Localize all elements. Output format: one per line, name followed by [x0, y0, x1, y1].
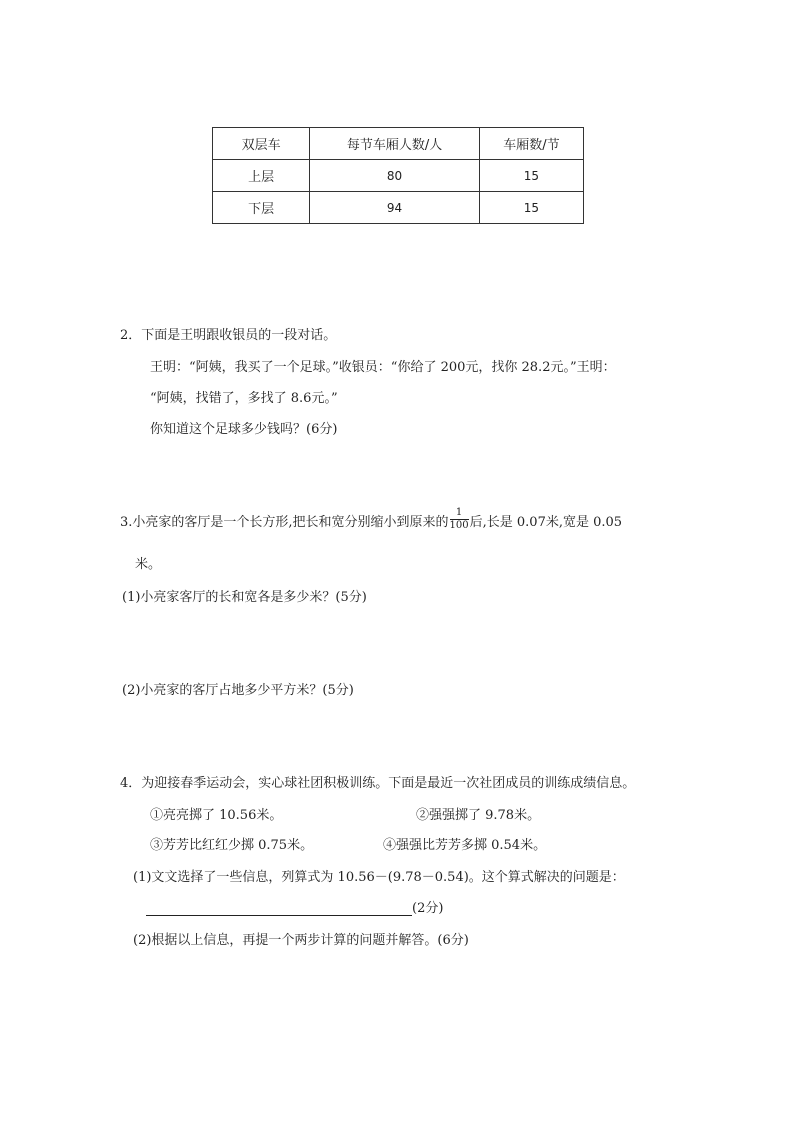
fraction-numerator: 1 — [450, 507, 469, 520]
question-4-title: 4．为迎接春季运动会，实心球社团积极训练。下面是最近一次社团成员的训练成绩信息。 — [120, 776, 636, 791]
table-cell: 15 — [479, 160, 583, 192]
question-2-dialogue-line-1: 王明：“阿姨，我买了一个足球。”收银员：“你给了 200元，找你 28.2元。”王明： — [150, 360, 616, 375]
question-3-title-start: 3.小亮家的客厅是一个长方形,把长和宽分别缩小到原来的 — [120, 515, 449, 530]
table-header-row — [213, 128, 584, 160]
table-header-cell: 车厢数/节 — [479, 128, 583, 160]
question-2-prompt: 你知道这个足球多少钱吗？(6分) — [150, 422, 338, 437]
table-cell: 15 — [479, 192, 583, 224]
question-4-info-1: ①亮亮掷了 10.56米。 — [150, 808, 283, 823]
question-3-title-end: 后,长是 0.07米,宽是 0.05 — [469, 515, 623, 530]
table-cell: 下层 — [213, 192, 310, 224]
table-row — [213, 160, 584, 192]
question-3-sub-2: (2)小亮家的客厅占地多少平方米？(5分) — [122, 683, 354, 698]
question-4-sub-1-score: (2分) — [412, 901, 444, 916]
question-4-sub-2: (2)根据以上信息，再提一个两步计算的问题并解答。(6分) — [133, 933, 469, 948]
table-header-cell: 每节车厢人数/人 — [310, 128, 480, 160]
table-header-cell: 双层车 — [213, 128, 310, 160]
table-row — [213, 192, 584, 224]
bus-table — [212, 127, 584, 224]
question-2-dialogue-line-2: “阿姨，找错了，多找了 8.6元。” — [150, 391, 338, 406]
question-3-sub-1: (1)小亮家客厅的长和宽各是多少米？(5分) — [122, 590, 367, 605]
table-cell: 80 — [310, 160, 480, 192]
question-4-info-2: ②强强掷了 9.78米。 — [416, 808, 541, 823]
answer-line — [146, 897, 443, 916]
fraction — [450, 507, 469, 532]
question-4-sub-1: (1)文文选择了一些信息，列算式为 10.56－(9.78－0.54)。这个算式解决的问题是： — [133, 870, 625, 885]
question-4-info-4: ④强强比芳芳多掷 0.54米。 — [383, 838, 547, 853]
table-cell: 94 — [310, 192, 480, 224]
question-4-info-3: ③芳芳比红红少掷 0.75米。 — [150, 838, 314, 853]
question-3-title-continued: 米。 — [135, 557, 162, 572]
question-2-title: 2．下面是王明跟收银员的一段对话。 — [120, 328, 337, 343]
fraction-denominator: 100 — [449, 520, 469, 531]
table-cell: 上层 — [213, 160, 310, 192]
answer-blank[interactable] — [146, 901, 412, 916]
question-3-title — [120, 507, 623, 535]
